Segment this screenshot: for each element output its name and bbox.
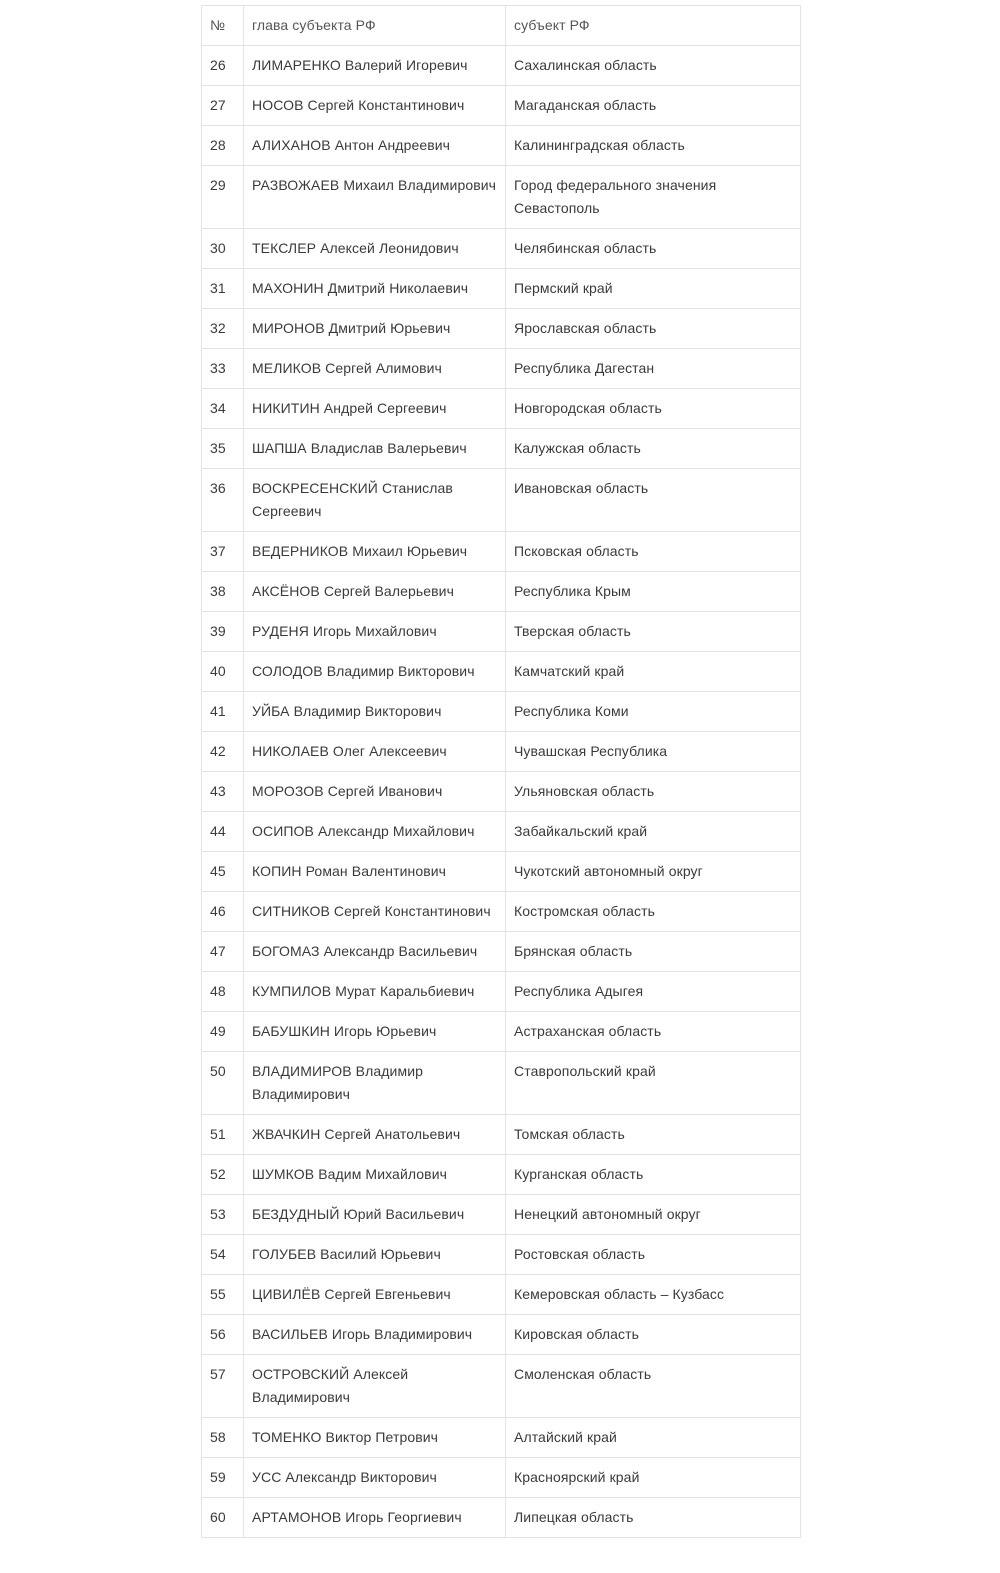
row-number: 30 xyxy=(202,229,244,269)
row-number: 59 xyxy=(202,1458,244,1498)
row-number: 54 xyxy=(202,1235,244,1275)
table-row xyxy=(202,692,801,732)
table-row xyxy=(202,389,801,429)
head-name: ЛИМАРЕНКО Валерий Игоревич xyxy=(244,46,506,86)
row-number: 41 xyxy=(202,692,244,732)
head-name: АЛИХАНОВ Антон Андреевич xyxy=(244,126,506,166)
table-row xyxy=(202,1052,801,1115)
head-name: БОГОМАЗ Александр Васильевич xyxy=(244,932,506,972)
row-number: 36 xyxy=(202,469,244,532)
table-row xyxy=(202,349,801,389)
row-number: 47 xyxy=(202,932,244,972)
head-name: ОСИПОВ Александр Михайлович xyxy=(244,812,506,852)
region-name: Калининградская область xyxy=(506,126,801,166)
row-number: 42 xyxy=(202,732,244,772)
row-number: 51 xyxy=(202,1115,244,1155)
region-name: Новгородская область xyxy=(506,389,801,429)
region-name: Республика Крым xyxy=(506,572,801,612)
region-name: Томская область xyxy=(506,1115,801,1155)
row-number: 46 xyxy=(202,892,244,932)
table-row xyxy=(202,932,801,972)
region-name: Красноярский край xyxy=(506,1458,801,1498)
region-name: Город федерального значения Севастополь xyxy=(506,166,801,229)
row-number: 32 xyxy=(202,309,244,349)
table-row xyxy=(202,652,801,692)
row-number: 31 xyxy=(202,269,244,309)
head-name: ШАПША Владислав Валерьевич xyxy=(244,429,506,469)
row-number: 56 xyxy=(202,1315,244,1355)
row-number: 26 xyxy=(202,46,244,86)
table-row xyxy=(202,1012,801,1052)
head-name: НИКИТИН Андрей Сергеевич xyxy=(244,389,506,429)
table-row xyxy=(202,532,801,572)
table-row xyxy=(202,1498,801,1538)
table-body xyxy=(202,6,801,1538)
row-number: 48 xyxy=(202,972,244,1012)
region-name: Псковская область xyxy=(506,532,801,572)
region-name: Ростовская область xyxy=(506,1235,801,1275)
row-number: 45 xyxy=(202,852,244,892)
region-name: Алтайский край xyxy=(506,1418,801,1458)
regions-table-container xyxy=(201,5,800,1538)
region-name: Брянская область xyxy=(506,932,801,972)
head-name: МИРОНОВ Дмитрий Юрьевич xyxy=(244,309,506,349)
head-name: РАЗВОЖАЕВ Михаил Владимирович xyxy=(244,166,506,229)
header-region: субъект РФ xyxy=(506,6,801,46)
region-name: Ярославская область xyxy=(506,309,801,349)
region-name: Ульяновская область xyxy=(506,772,801,812)
head-name: ВАСИЛЬЕВ Игорь Владимирович xyxy=(244,1315,506,1355)
table-row xyxy=(202,229,801,269)
table-row xyxy=(202,1315,801,1355)
region-name: Курганская область xyxy=(506,1155,801,1195)
row-number: 37 xyxy=(202,532,244,572)
region-name: Калужская область xyxy=(506,429,801,469)
region-name: Ивановская область xyxy=(506,469,801,532)
row-number: 28 xyxy=(202,126,244,166)
table-row xyxy=(202,892,801,932)
region-name: Сахалинская область xyxy=(506,46,801,86)
row-number: 52 xyxy=(202,1155,244,1195)
head-name: ТОМЕНКО Виктор Петрович xyxy=(244,1418,506,1458)
table-row xyxy=(202,126,801,166)
head-name: СИТНИКОВ Сергей Константинович xyxy=(244,892,506,932)
row-number: 58 xyxy=(202,1418,244,1458)
table-row xyxy=(202,429,801,469)
table-row xyxy=(202,469,801,532)
head-name: КОПИН Роман Валентинович xyxy=(244,852,506,892)
row-number: 53 xyxy=(202,1195,244,1235)
table-row xyxy=(202,612,801,652)
table-row xyxy=(202,972,801,1012)
row-number: 38 xyxy=(202,572,244,612)
row-number: 60 xyxy=(202,1498,244,1538)
regions-table xyxy=(201,5,801,1538)
head-name: ВЛАДИМИРОВ Владимир Владимирович xyxy=(244,1052,506,1115)
table-row xyxy=(202,1418,801,1458)
table-row xyxy=(202,1235,801,1275)
region-name: Забайкальский край xyxy=(506,812,801,852)
head-name: НОСОВ Сергей Константинович xyxy=(244,86,506,126)
region-name: Липецкая область xyxy=(506,1498,801,1538)
row-number: 29 xyxy=(202,166,244,229)
header-number: № xyxy=(202,6,244,46)
head-name: ГОЛУБЕВ Василий Юрьевич xyxy=(244,1235,506,1275)
region-name: Кировская область xyxy=(506,1315,801,1355)
table-row xyxy=(202,772,801,812)
table-row xyxy=(202,1115,801,1155)
head-name: СОЛОДОВ Владимир Викторович xyxy=(244,652,506,692)
row-number: 40 xyxy=(202,652,244,692)
table-row xyxy=(202,852,801,892)
head-name: МАХОНИН Дмитрий Николаевич xyxy=(244,269,506,309)
head-name: БЕЗДУДНЫЙ Юрий Васильевич xyxy=(244,1195,506,1235)
region-name: Пермский край xyxy=(506,269,801,309)
region-name: Камчатский край xyxy=(506,652,801,692)
table-row xyxy=(202,572,801,612)
table-row xyxy=(202,1155,801,1195)
table-row xyxy=(202,1195,801,1235)
table-row xyxy=(202,1275,801,1315)
region-name: Чукотский автономный округ xyxy=(506,852,801,892)
head-name: ШУМКОВ Вадим Михайлович xyxy=(244,1155,506,1195)
table-row xyxy=(202,269,801,309)
table-row xyxy=(202,86,801,126)
table-row xyxy=(202,309,801,349)
row-number: 49 xyxy=(202,1012,244,1052)
region-name: Тверская область xyxy=(506,612,801,652)
region-name: Кемеровская область – Кузбасс xyxy=(506,1275,801,1315)
region-name: Костромская область xyxy=(506,892,801,932)
head-name: БАБУШКИН Игорь Юрьевич xyxy=(244,1012,506,1052)
table-row xyxy=(202,732,801,772)
head-name: РУДЕНЯ Игорь Михайлович xyxy=(244,612,506,652)
head-name: ЦИВИЛЁВ Сергей Евгеньевич xyxy=(244,1275,506,1315)
row-number: 33 xyxy=(202,349,244,389)
head-name: МЕЛИКОВ Сергей Алимович xyxy=(244,349,506,389)
head-name: ОСТРОВСКИЙ Алексей Владимирович xyxy=(244,1355,506,1418)
region-name: Смоленская область xyxy=(506,1355,801,1418)
table-row xyxy=(202,812,801,852)
head-name: УЙБА Владимир Викторович xyxy=(244,692,506,732)
row-number: 43 xyxy=(202,772,244,812)
region-name: Ненецкий автономный округ xyxy=(506,1195,801,1235)
region-name: Чувашская Республика xyxy=(506,732,801,772)
region-name: Магаданская область xyxy=(506,86,801,126)
row-number: 35 xyxy=(202,429,244,469)
region-name: Республика Коми xyxy=(506,692,801,732)
table-row xyxy=(202,166,801,229)
head-name: АКСЁНОВ Сергей Валерьевич xyxy=(244,572,506,612)
row-number: 44 xyxy=(202,812,244,852)
head-name: МОРОЗОВ Сергей Иванович xyxy=(244,772,506,812)
row-number: 39 xyxy=(202,612,244,652)
row-number: 57 xyxy=(202,1355,244,1418)
region-name: Республика Адыгея xyxy=(506,972,801,1012)
region-name: Республика Дагестан xyxy=(506,349,801,389)
table-row xyxy=(202,1458,801,1498)
head-name: ТЕКСЛЕР Алексей Леонидович xyxy=(244,229,506,269)
table-row xyxy=(202,46,801,86)
row-number: 34 xyxy=(202,389,244,429)
table-header-row xyxy=(202,6,801,46)
head-name: ВОСКРЕСЕНСКИЙ Станислав Сергеевич xyxy=(244,469,506,532)
header-head: глава субъекта РФ xyxy=(244,6,506,46)
row-number: 27 xyxy=(202,86,244,126)
head-name: ВЕДЕРНИКОВ Михаил Юрьевич xyxy=(244,532,506,572)
head-name: КУМПИЛОВ Мурат Каральбиевич xyxy=(244,972,506,1012)
row-number: 50 xyxy=(202,1052,244,1115)
region-name: Челябинская область xyxy=(506,229,801,269)
region-name: Астраханская область xyxy=(506,1012,801,1052)
head-name: АРТАМОНОВ Игорь Георгиевич xyxy=(244,1498,506,1538)
row-number: 55 xyxy=(202,1275,244,1315)
head-name: ЖВАЧКИН Сергей Анатольевич xyxy=(244,1115,506,1155)
table-row xyxy=(202,1355,801,1418)
region-name: Ставропольский край xyxy=(506,1052,801,1115)
head-name: НИКОЛАЕВ Олег Алексеевич xyxy=(244,732,506,772)
head-name: УСС Александр Викторович xyxy=(244,1458,506,1498)
